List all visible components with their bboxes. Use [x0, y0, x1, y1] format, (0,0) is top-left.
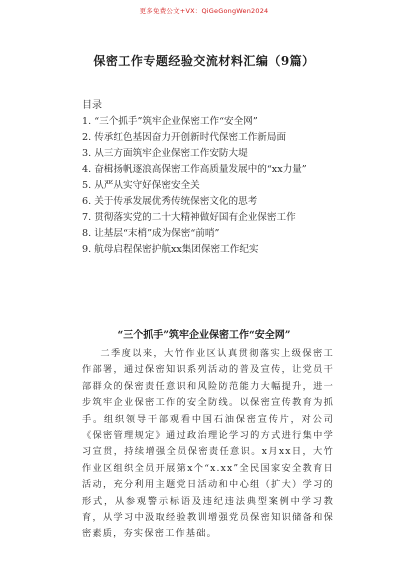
- toc-item: 1. “三个抓手”筑牢企业保密工作“安全网”: [82, 116, 258, 127]
- toc-item: 9. 航母启程保密护航xx集团保密工作纪实: [82, 244, 259, 255]
- toc-item: 7. 贯彻落实党的二十大精神做好国有企业保密工作: [82, 212, 296, 223]
- toc-item: 5. 从严从实守好保密安全关: [82, 180, 200, 191]
- toc-item: 4. 奋楫扬帆逐浪高保密工作高质量发展中的“xx力量”: [82, 164, 307, 175]
- toc-item: 3. 从三方面筑牢企业保密工作安防大堤: [82, 148, 248, 159]
- watermark-text: 更多免费公文+VX：QiGeGongWen2024: [139, 7, 269, 15]
- section-title: “三个抓手”筑牢企业保密工作“安全网”: [117, 330, 291, 341]
- toc-item: 8. 让基层“末梢”成为保密“前哨”: [82, 228, 220, 239]
- table-of-contents: [82, 114, 362, 258]
- body-paragraph: 二季度以来，大竹作业区认真贯彻落实上级保密工作部署，通过保密知识系列活动的普及宣传，让党员干部群众的保密责任意识和风险防范能力大幅提升，进一步筑牢企业保密工作的安全防线。以保密宣传教育为抓手。组织领导干部观看中国石油保密宣传片，对公司《保密管理规定》通过政治理论学习的方式进行集中学习宣贯，持续增强全员保密责任意识。x月xx日，大竹作业区组织全员开展第x个“x.xx”全民国家安全教育日活动，充分利用主题党日活动和中心组（扩大）学习的形式，从参观警示标语及违纪违法典型案例中学习教育，从学习中汲取经验教训增强党员保密知识储备和保密素质，夯实保密工作基础。: [82, 348, 334, 540]
- toc-heading: 目录: [82, 100, 102, 111]
- toc-item: 6. 关于传承发展优秀传统保密文化的思考: [82, 196, 258, 207]
- document-title: 保密工作专题经验交流材料汇编（9篇）: [93, 54, 315, 68]
- toc-item: 2. 传承红色基因奋力开创新时代保密工作新局面: [82, 132, 287, 143]
